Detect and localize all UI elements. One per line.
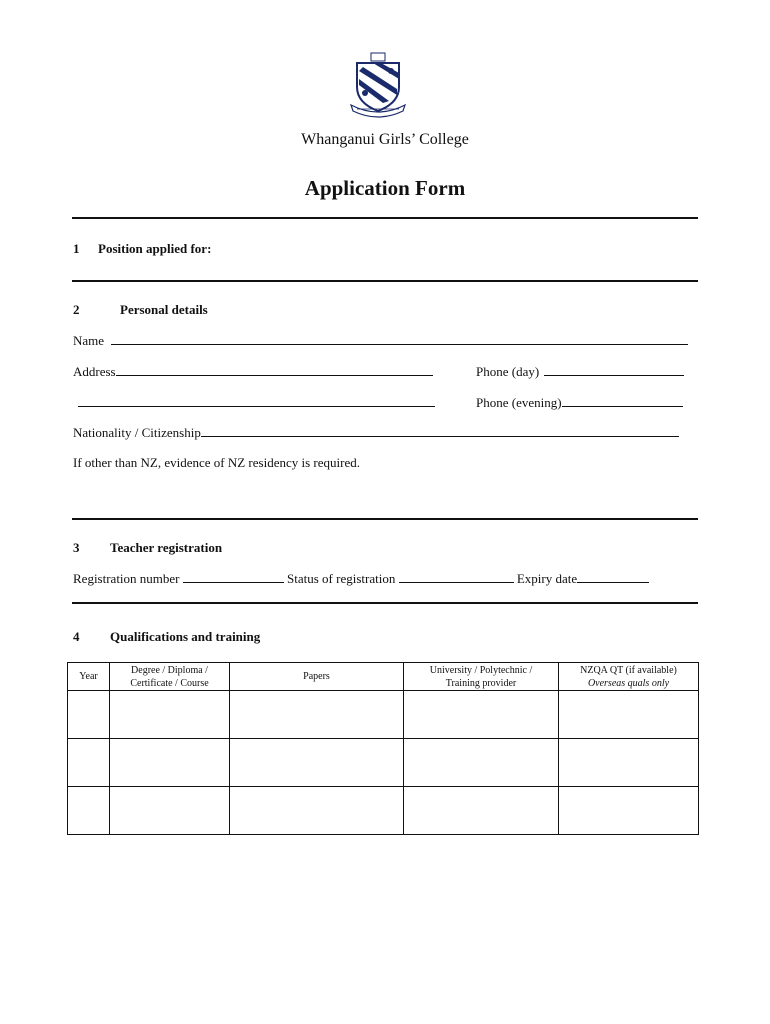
divider: [72, 602, 698, 604]
provider-cell[interactable]: [404, 787, 559, 835]
phone-day-field[interactable]: [544, 363, 684, 376]
phone-day-row: [476, 363, 684, 380]
status-field[interactable]: [399, 570, 514, 583]
papers-cell[interactable]: [230, 739, 404, 787]
college-name: Whanganui Girls’ College: [301, 131, 469, 148]
phone-evening-field[interactable]: [562, 394, 683, 407]
table-row: [68, 739, 699, 787]
degree-header: [110, 663, 230, 691]
section-1-number: 1: [73, 241, 80, 256]
section-2-heading: Personal details: [120, 302, 208, 317]
year-header: Year: [68, 663, 110, 691]
provider-header-line1: University / Polytechnic /: [429, 664, 533, 676]
address-field-line1[interactable]: [116, 363, 433, 376]
expiry-label: Expiry date: [516, 571, 578, 586]
college-crest-icon: [343, 49, 413, 121]
table-row: [68, 691, 699, 739]
section-3-number: 3: [73, 540, 80, 555]
provider-cell[interactable]: [404, 739, 559, 787]
form-title: Application Form: [304, 176, 466, 200]
expiry-field[interactable]: [577, 570, 649, 583]
papers-header: Papers: [230, 663, 404, 691]
nzqa-header-line2: Overseas quals only: [587, 677, 670, 689]
year-cell[interactable]: [68, 691, 110, 739]
year-cell[interactable]: [68, 739, 110, 787]
residency-note: If other than NZ, evidence of NZ residency is required.: [73, 455, 360, 470]
section-2-number: 2: [73, 302, 80, 317]
nationality-field[interactable]: [201, 424, 679, 437]
section-4-number: 4: [73, 629, 80, 644]
nationality-row: [73, 424, 679, 441]
degree-cell[interactable]: [110, 787, 230, 835]
phone-day-label: Phone (day): [476, 364, 540, 379]
divider: [72, 518, 698, 520]
degree-cell[interactable]: [110, 691, 230, 739]
name-field[interactable]: [111, 332, 688, 345]
address-field-line2[interactable]: [78, 394, 435, 407]
divider: [72, 217, 698, 219]
status-label: Status of registration: [287, 571, 396, 586]
degree-header-line1: Degree / Diploma /: [131, 664, 208, 676]
registration-number-label: Registration number: [73, 571, 180, 586]
qualifications-table: [67, 662, 699, 835]
section-3-heading: Teacher registration: [110, 540, 223, 555]
provider-header: [404, 663, 559, 691]
papers-cell[interactable]: [230, 691, 404, 739]
section-1-heading: Position applied for:: [98, 241, 212, 256]
table-row: [68, 787, 699, 835]
nationality-label: Nationality / Citizenship: [73, 425, 201, 440]
provider-header-line2: Training provider: [445, 677, 517, 689]
divider: [72, 280, 698, 282]
name-label: Name: [73, 333, 105, 348]
address-row-2: [78, 394, 435, 411]
papers-cell[interactable]: [230, 787, 404, 835]
nzqa-cell[interactable]: [559, 739, 699, 787]
nzqa-cell[interactable]: [559, 787, 699, 835]
table-header-row: [68, 663, 699, 691]
nzqa-header-line1: NZQA QT (if available): [580, 664, 677, 676]
name-row: [73, 332, 688, 349]
address-label: Address: [73, 364, 116, 379]
nzqa-header: [559, 663, 699, 691]
phone-evening-row: [476, 394, 683, 411]
nzqa-cell[interactable]: [559, 691, 699, 739]
degree-cell[interactable]: [110, 739, 230, 787]
registration-number-field[interactable]: [183, 570, 284, 583]
provider-cell[interactable]: [404, 691, 559, 739]
year-cell[interactable]: [68, 787, 110, 835]
degree-header-line2: Certificate / Course: [130, 677, 209, 689]
address-row: [73, 363, 433, 380]
phone-evening-label: Phone (evening): [476, 395, 562, 410]
registration-row: [73, 570, 649, 587]
section-4-heading: Qualifications and training: [110, 629, 261, 644]
